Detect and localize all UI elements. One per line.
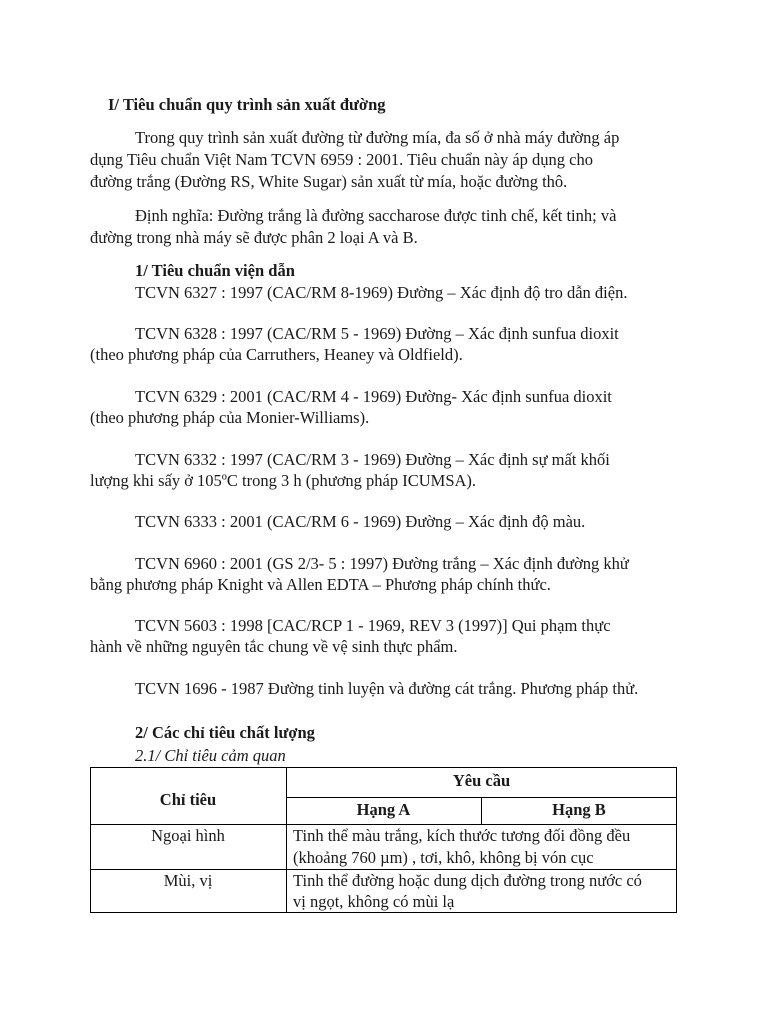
quality-table [90,767,677,913]
intro-line: đường trắng (Đường RS, White Sugar) sản xuất từ mía, hoặc đường thô. [90,172,568,191]
reference-line: TCVN 1696 - 1987 Đường tinh luyện và đường cát trắng. Phương pháp thử. [135,679,639,698]
definition-line: đường trong nhà máy sẽ được phân 2 loại A và B. [90,228,418,247]
reference-line: TCVN 6328 : 1997 (CAC/RM 5 - 1969) Đường – Xác định sunfua dioxit [135,324,619,343]
table-border [90,767,677,768]
reference-line: bằng phương pháp Knight và Allen EDTA – Phương pháp chính thức. [90,575,551,594]
reference-line: TCVN 6329 : 2001 (CAC/RM 4 - 1969) Đường- Xác định sunfua dioxit [135,387,612,406]
reference-line: TCVN 5603 : 1998 [CAC/RCP 1 - 1969, REV 3 (1997)] Qui phạm thực [135,616,611,635]
table-header-criteria: Chỉ tiêu [159,790,217,809]
subsection-title: 2.1/ Chỉ tiêu cảm quan [135,746,286,765]
section1-title: 1/ Tiêu chuẩn viện dẫn [135,261,295,280]
reference-line: TCVN 6960 : 2001 (GS 2/3- 5 : 1997) Đường trắng – Xác định đường khử [135,554,629,573]
section2-title: 2/ Các chỉ tiêu chất lượng [135,723,315,742]
reference-line: TCVN 6332 : 1997 (CAC/RM 3 - 1969) Đường – Xác định sự mất khối [135,450,610,469]
reference-line: (theo phương pháp của Monier-Williams). [90,408,370,427]
table-header-grade-b: Hạng B [552,800,606,819]
table-cell-value: Tinh thể đường hoặc dung dịch đường trong nước có [293,871,642,890]
table-cell-value: Tinh thể màu trắng, kích thước tương đối đồng đều [293,826,631,845]
table-cell-value: vị ngọt, không có mùi lạ [293,892,455,911]
reference-line: hành về những nguyên tắc chung về vệ sinh thực phẩm. [90,637,458,656]
reference-line: TCVN 6327 : 1997 (CAC/RM 8-1969) Đường – Xác định độ tro dẫn điện. [135,283,628,302]
section-heading: I/ Tiêu chuẩn quy trình sản xuất đường [108,95,386,114]
table-header-grade-a: Hạng A [356,800,411,819]
table-cell-value: (khoảng 760 µm) , tơi, khô, không bị vón cục [293,848,594,867]
intro-line: dụng Tiêu chuẩn Việt Nam TCVN 6959 : 2001. Tiêu chuẩn này áp dụng cho [90,150,594,169]
table-header-requirement: Yêu cầu [452,771,511,790]
reference-line: (theo phương pháp của Carruthers, Heaney và Oldfield). [90,345,463,364]
table-cell-criteria: Mùi, vị [163,871,213,890]
reference-line: lượng khi sấy ở 105ºC trong 3 h (phương pháp ICUMSA). [90,471,477,490]
definition-line: Định nghĩa: Đường trắng là đường saccharose được tinh chế, kết tinh; và [135,206,617,225]
reference-line: TCVN 6333 : 2001 (CAC/RM 6 - 1969) Đường – Xác định độ màu. [135,512,586,531]
table-cell-criteria: Ngoại hình [151,826,225,845]
intro-line: Trong quy trình sản xuất đường từ đường mía, đa số ở nhà máy đường áp [135,128,620,147]
